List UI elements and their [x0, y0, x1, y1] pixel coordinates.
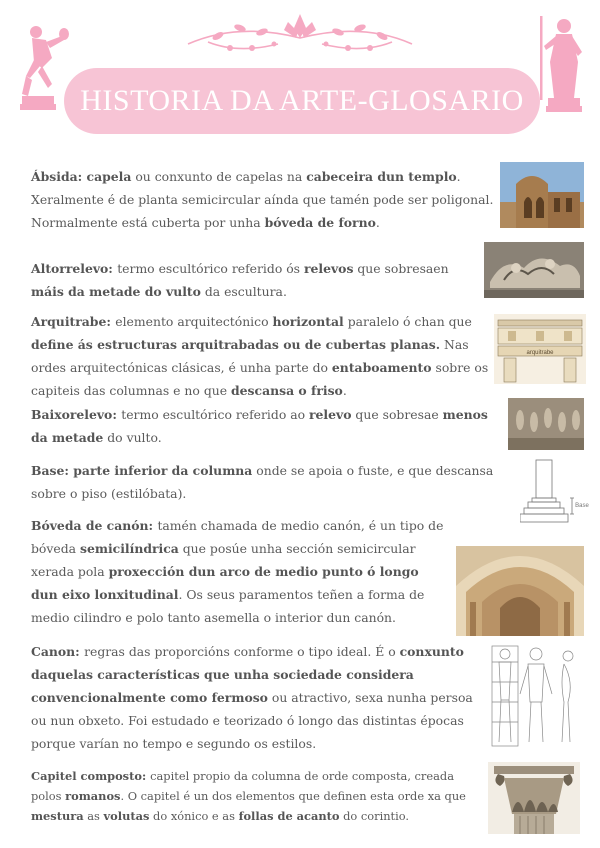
entry-text: paralelo ó chan que — [343, 314, 472, 329]
entry-keyword: relevo — [309, 407, 352, 422]
entry-text: onde se apoia o fuste, e que descansa sobre o piso (estilóbata). — [31, 463, 494, 501]
entry-keyword: cabeceira dun templo — [306, 169, 457, 184]
entry-keyword: bóveda de forno — [264, 215, 376, 230]
baixorrelevo-photo — [508, 398, 584, 450]
entry-text: . Os seus paramentos teñen a forma de medio cilindro e polo tanto asemella o interior dun canón. — [31, 587, 425, 625]
entry-keyword: parte inferior da columna — [73, 463, 253, 478]
entry-term: Bóveda de canón: — [31, 518, 158, 533]
page-title: HISTORIA DA ARTE-GLOSARIO — [80, 84, 524, 117]
entry-text: tamén chamada de medio canón, é un tipo de bóveda — [31, 518, 444, 556]
entry-keyword: máis da metade do vulto — [31, 284, 201, 299]
entry-term: Base: — [31, 463, 74, 478]
arquitrabe-diagram — [494, 314, 586, 384]
entry-keyword: menos da metade — [31, 407, 488, 445]
entry-text: termo escultórico referido ós — [117, 261, 304, 276]
entry-keyword: descansa o friso — [231, 383, 343, 398]
entry-text: capitel propio da columna de orde composta, creada polos — [31, 769, 454, 803]
base-diagram — [520, 458, 592, 526]
entry-keyword: romanos — [65, 789, 121, 803]
entry-keyword: capela — [86, 169, 132, 184]
arquitrabe-label: arquitrabe — [526, 350, 554, 356]
entry-text: do vulto. — [103, 430, 162, 445]
entry-term: Arquitrabe: — [31, 314, 116, 329]
entry-arquitrabe — [31, 310, 489, 402]
floral-ornament-icon — [178, 8, 422, 58]
base-label: Base — [575, 503, 589, 509]
entry-keyword: mestura — [31, 809, 84, 823]
entry-base — [31, 459, 499, 505]
entry-keyword: volutas — [103, 809, 150, 823]
capitel-photo — [488, 762, 580, 834]
entry-text: . — [375, 215, 380, 230]
entry-keyword: conxunto daquelas características que unha sociedade considera convencionalmente como fermoso — [31, 644, 464, 705]
entry-keyword: horizontal — [272, 314, 344, 329]
entry-text: ou atractivo, sexa nunha persoa ou nun obxeto. Foi estudado e teorizado ó longo das distintas épocas porque varían no tempo e segundo os estilos. — [31, 690, 473, 751]
entry-term: Altorrelevo: — [31, 261, 118, 276]
entry-baixorrelevo — [31, 403, 501, 449]
entry-text: que posúe unha sección semicircular xerada pola — [31, 541, 416, 579]
entry-boveda — [31, 514, 449, 629]
entry-keyword: follas de acanto — [238, 809, 340, 823]
entry-absida — [31, 165, 499, 234]
entry-keyword: proxección dun arco de medio punto ó longo dun eixo lonxitudinal — [31, 564, 419, 602]
entry-canon — [31, 640, 481, 755]
entry-text: do xónico e as — [149, 809, 239, 823]
entry-text: ou conxunto de capelas na — [131, 169, 307, 184]
goddess-statue-icon — [534, 12, 590, 118]
absida-photo — [500, 162, 584, 228]
entry-text: termo escultórico referido ao — [121, 407, 310, 422]
title-band — [64, 68, 540, 134]
entry-text: as — [83, 809, 104, 823]
altorrelevo-photo — [484, 242, 584, 298]
boveda-photo — [456, 546, 584, 636]
entry-term: Canon: — [31, 644, 85, 659]
entry-text: da escultura. — [200, 284, 287, 299]
entry-keyword: relevos — [303, 261, 354, 276]
entry-term: Ábsida: — [31, 169, 87, 184]
entry-text: regras das proporcións conforme o tipo ideal. É o — [84, 644, 400, 659]
entry-keyword: entaboamento — [331, 360, 432, 375]
entry-altorrelevo — [31, 257, 471, 303]
entry-text: do corintio. — [339, 809, 410, 823]
entry-text: Nas ordes arquitectónicas clásicas, é unha parte do — [31, 337, 469, 375]
discobolus-statue-icon — [12, 18, 72, 118]
entry-keyword: semicilíndrica — [79, 541, 179, 556]
entry-text: que sobresaen — [353, 261, 449, 276]
entry-text: elemento arquitectónico — [115, 314, 273, 329]
entry-text: . — [342, 383, 347, 398]
entry-text: . Xeralmente é de planta semicircular aínda que tamén pode ser poligonal. Normalmente está cuberta por unha — [31, 169, 494, 230]
entry-text: sobre os capiteis das columnas e no que — [31, 360, 489, 398]
entry-text: . O capitel é un dos elementos que definen esta orde xa que — [120, 789, 466, 803]
entry-text: que sobresae — [351, 407, 443, 422]
entry-term: Baixorelevo: — [31, 407, 122, 422]
entry-capitel — [31, 766, 479, 826]
canon-drawing — [488, 642, 584, 750]
entry-keyword: define ás estructuras arquitrabadas ou de cubertas planas. — [31, 337, 441, 352]
entry-term: Capitel composto: — [31, 769, 151, 783]
